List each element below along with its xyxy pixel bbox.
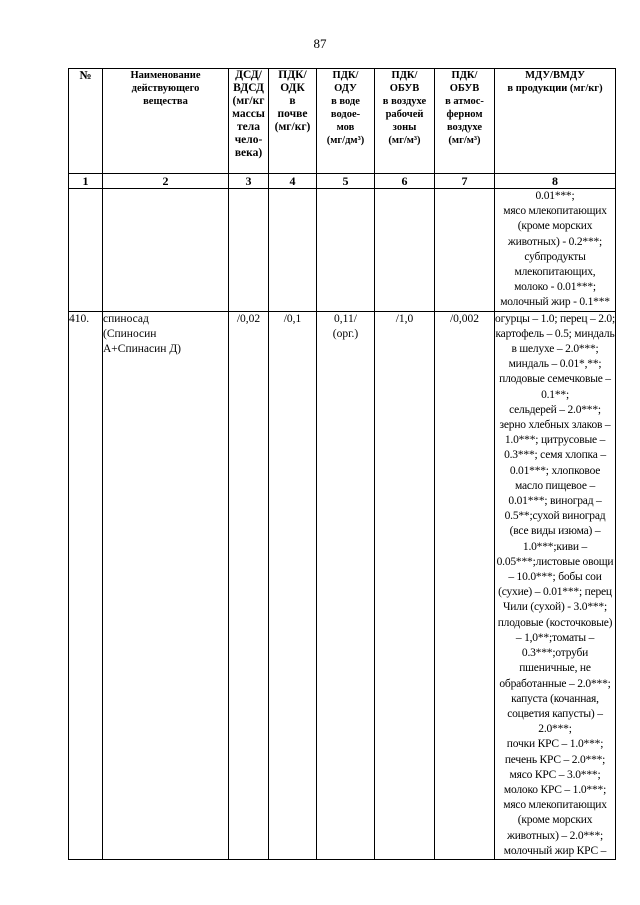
text-line: тела [237, 121, 260, 133]
text-line: рабочей [385, 109, 424, 120]
text-line: 0.01***; хлопковое [509, 464, 601, 477]
text-line: воздухе [446, 122, 483, 133]
header-row [69, 69, 616, 174]
text-line: 410. [69, 312, 90, 325]
text-line: в продукции (мг/кг) [507, 83, 603, 94]
dsd-cell [229, 189, 269, 312]
text-line: почве [277, 108, 308, 120]
text-line: 0.01***; виноград – [508, 495, 602, 508]
text-line: ПДК/ [278, 69, 307, 81]
text-line: в воздухе [382, 96, 427, 107]
column-number: 4 [269, 174, 317, 189]
text-line: 0.01***; [535, 190, 575, 202]
text-line: капуста (кочанная, [511, 692, 599, 705]
header-col-5 [317, 69, 375, 174]
text-line: в [289, 95, 296, 107]
text-line: почки КРС – 1.0***; [506, 738, 604, 751]
text-line: ОБУВ [389, 83, 420, 94]
text-line: Наименование [130, 70, 201, 81]
text-line: 1.0***; цитрусовые – [504, 434, 606, 447]
text-line: молочный жир КРС – [503, 844, 607, 857]
text-line: 2.0***; [538, 723, 572, 736]
column-number: 8 [495, 174, 616, 189]
text-line: спиносад [103, 312, 149, 325]
water-limit-cell [317, 189, 375, 312]
text-line: (кроме морских [517, 814, 593, 827]
text-line: (мг/дм³) [326, 135, 365, 146]
text-line: картофель – 0.5; миндаль [495, 327, 615, 340]
text-line: ВДСД [233, 82, 264, 94]
text-line: 0.1**; [541, 388, 569, 401]
text-line: зерно хлебных злаков – [499, 419, 611, 432]
text-line: (кроме морских [517, 220, 593, 233]
text-line: ферном [446, 109, 483, 120]
column-number-row [69, 174, 616, 189]
dsd-cell [229, 311, 269, 859]
text-line: масло пищевое – [514, 479, 595, 492]
table-row-410 [69, 311, 616, 859]
header-col-7 [435, 69, 495, 174]
text-line: ПДК/ [332, 70, 359, 81]
text-line: в воде [331, 96, 360, 107]
column-number: 6 [375, 174, 435, 189]
text-line: огурцы – 1.0; перец – 2.0; [495, 312, 615, 325]
text-line: животных) – 2.0***; [506, 829, 604, 842]
text-line: зоны [392, 122, 417, 133]
text-line: животных) - 0.2***; [507, 235, 603, 248]
text-line: (сухие) – 0.01***; перец [498, 586, 612, 599]
text-line: субпродукты [524, 250, 586, 263]
text-line: Чили (сухой) - 3.0***; [503, 601, 607, 614]
text-line: мов [336, 122, 355, 133]
header-col-6 [375, 69, 435, 174]
atmospheric-air-limit-cell [435, 189, 495, 312]
column-number: 5 [317, 174, 375, 189]
text-line: мясо КРС – 3.0***; [509, 768, 601, 781]
text-line: молочный жир - 0.1*** [500, 296, 610, 309]
text-line: чело- [234, 134, 263, 146]
text-line: МДУ/ВМДУ [525, 70, 585, 81]
text-line: А+Спинасин Д) [103, 343, 181, 356]
text-line: плодовые (косточковые) [497, 616, 613, 629]
text-line: (мг/м³) [388, 135, 421, 146]
text-line: 0.3***; семя хлопка – [504, 449, 606, 462]
text-line: в шелухе – 2.0***; [511, 343, 599, 356]
soil-limit-cell [269, 311, 317, 859]
text-line: ДСД/ [235, 69, 262, 81]
text-line: мясо млекопитающих [503, 799, 607, 812]
text-line: в атмос- [445, 96, 484, 107]
text-line: молоко - 0.01***; [514, 281, 596, 294]
text-line: (мг/кг [232, 95, 265, 107]
text-line: ПДК/ [451, 70, 478, 81]
water-limit-cell [317, 311, 375, 859]
text-line: ОБУВ [449, 83, 480, 94]
workzone-air-limit-cell [375, 311, 435, 859]
header-col-2 [103, 69, 229, 174]
header-col-4 [269, 69, 317, 174]
text-line: /1,0 [395, 312, 414, 325]
substance-name-cell [103, 189, 229, 312]
text-line: массы [232, 108, 265, 120]
text-line: – 10.0***; бобы сои [508, 571, 602, 584]
column-number: 7 [435, 174, 495, 189]
text-line: мясо млекопитающих [503, 205, 607, 218]
text-line: млекопитающих, [514, 266, 596, 279]
text-line: 0.3***;отруби [521, 647, 589, 660]
row-number-cell [69, 311, 103, 859]
page-number: 87 [313, 36, 327, 51]
text-line: вещества [143, 96, 188, 107]
text-line: соцветия капусты) – [507, 707, 603, 720]
text-line: (все виды изюма) – [509, 525, 601, 538]
text-line: обработанные – 2.0***; [499, 677, 611, 690]
column-number: 3 [229, 174, 269, 189]
substance-name-cell [103, 311, 229, 859]
text-line: водое- [330, 109, 361, 120]
workzone-air-limit-cell [375, 189, 435, 312]
text-line: /0,02 [236, 312, 261, 325]
soil-limit-cell [269, 189, 317, 312]
header-col-3 [229, 69, 269, 174]
text-line: (орг.) [332, 327, 359, 340]
text-line: № [79, 68, 92, 82]
header-col-1 [69, 69, 103, 174]
column-number: 1 [69, 174, 103, 189]
text-line: 0.05***;листовые овощи [496, 555, 614, 568]
text-line: века) [234, 147, 263, 159]
text-line: 1.0***;киви – [522, 540, 588, 553]
text-line: 0.5**;сухой виноград [504, 510, 606, 523]
text-line: ПДК/ [391, 70, 418, 81]
column-number: 2 [103, 174, 229, 189]
atmospheric-air-limit-cell [435, 311, 495, 859]
text-line: печень КРС – 2.0***; [504, 753, 606, 766]
text-line: /0,002 [449, 312, 480, 325]
header-col-8 [495, 69, 616, 174]
text-line: (Спиносин [103, 327, 157, 340]
text-line: миндаль – 0.01*,**; [508, 358, 602, 371]
text-line: 0,11/ [334, 312, 357, 325]
row-number-cell [69, 189, 103, 312]
pesticide-table [68, 68, 616, 860]
text-line: (мг/м³) [448, 135, 481, 146]
text-line: сельдерей – 2.0***; [509, 403, 601, 416]
text-line: (мг/кг) [274, 121, 311, 133]
product-mrl-cell [495, 311, 616, 859]
table-row-continuation [69, 189, 616, 312]
text-line: действующего [131, 83, 200, 94]
text-line: – 1,0**;томаты – [515, 631, 595, 644]
text-line: плодовые семечковые – [499, 373, 611, 386]
text-line: ОДУ [334, 83, 357, 94]
product-mrl-cell [495, 189, 616, 312]
text-line: молоко КРС – 1.0***; [503, 783, 607, 796]
text-line: пшеничные, не [519, 662, 591, 675]
text-line: ОДК [280, 82, 305, 94]
text-line: /0,1 [283, 312, 302, 325]
